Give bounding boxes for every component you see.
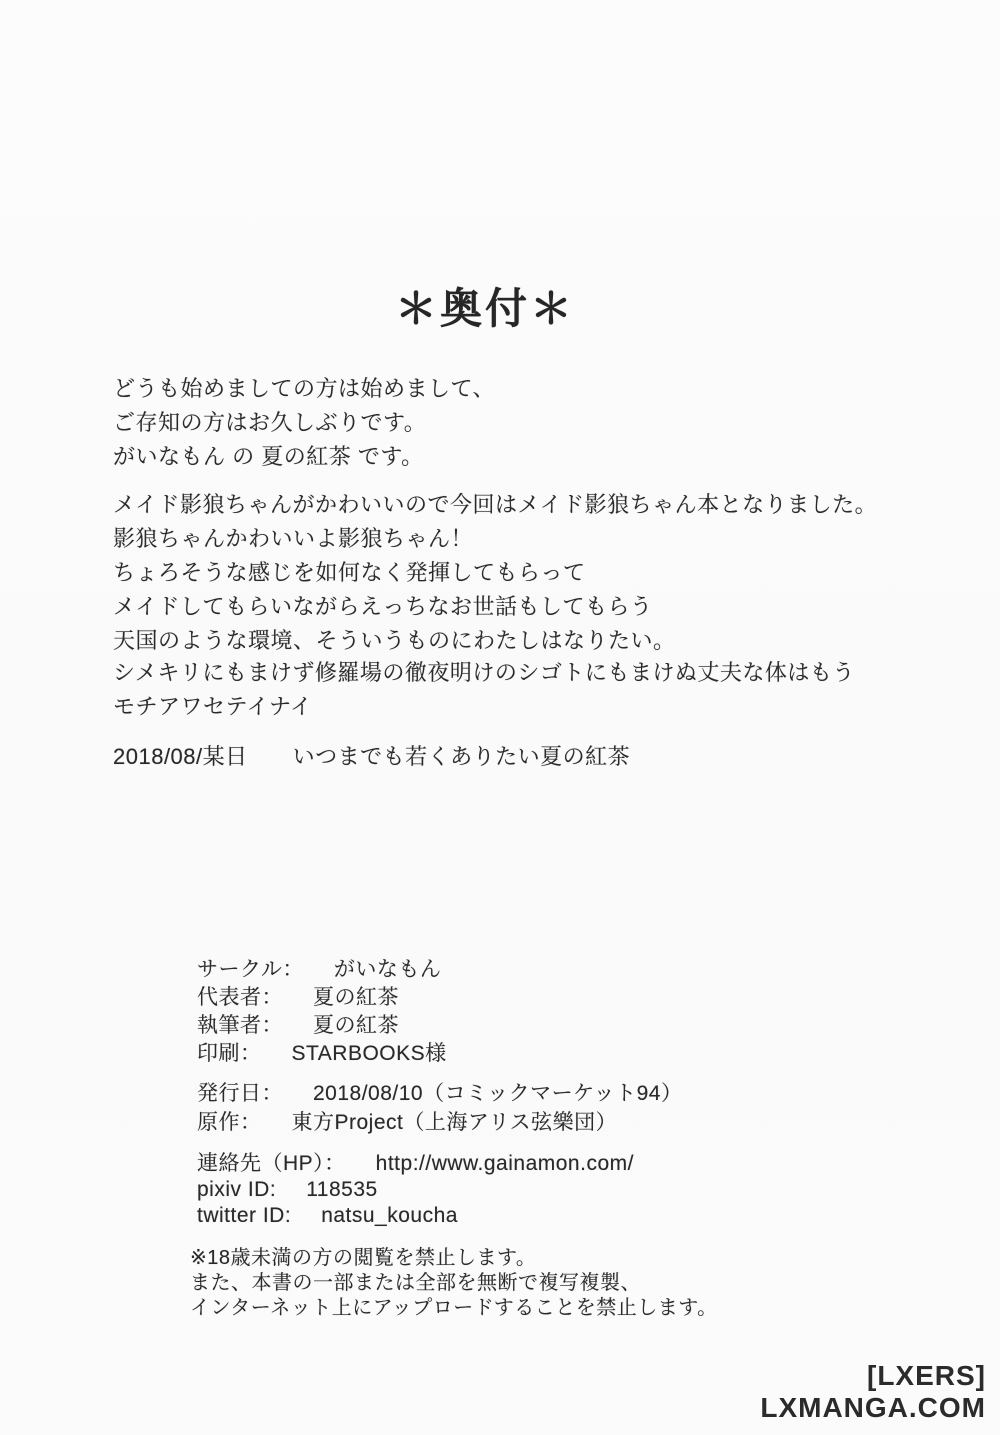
- contact-pixiv-id: 118535: [306, 1178, 378, 1201]
- credits-block: [197, 956, 447, 1068]
- publication-label: 発行日：: [197, 1082, 283, 1105]
- publication-row: [197, 1079, 683, 1108]
- credit-label: 印刷：: [197, 1042, 262, 1065]
- credit-row: [197, 956, 447, 984]
- contact-url: http://www.gainamon.com/: [375, 1152, 634, 1175]
- publication-value: 2018/08/10（コミックマーケット94）: [313, 1082, 683, 1105]
- credit-row: [197, 984, 447, 1012]
- credit-label: サークル：: [197, 958, 304, 981]
- contact-twitter-id: natsu_koucha: [321, 1204, 458, 1227]
- watermark: [760, 1360, 986, 1424]
- watermark-site-name: LXMANGA.COM: [760, 1392, 986, 1423]
- body-line: メイド影狼ちゃんがかわいいので今回はメイド影狼ちゃん本となりました。: [113, 492, 878, 517]
- credit-value: 夏の紅茶: [313, 1014, 399, 1037]
- greeting-line: ご存知の方はお久しぶりです。: [113, 410, 427, 435]
- greeting-paragraph: [113, 372, 495, 474]
- credit-label: 代表者：: [197, 986, 283, 1009]
- credit-value: 夏の紅茶: [313, 986, 399, 1009]
- credit-value: がいなもん: [333, 958, 442, 981]
- publication-value: 東方Project（上海アリス弦樂団）: [291, 1111, 618, 1134]
- publication-block: [197, 1079, 683, 1137]
- deadline-line: モチアワセテイナイ: [113, 694, 313, 719]
- signoff-line: 2018/08/某日 いつまでも若くありたい夏の紅茶: [113, 744, 631, 769]
- greeting-line: がいなもん の 夏の紅茶 です。: [113, 444, 424, 469]
- page-title: ＊奥付＊: [394, 285, 575, 332]
- greeting-line: どうも始めましての方は始めまして、: [113, 376, 496, 401]
- credit-label: 執筆者：: [197, 1014, 283, 1037]
- contact-row: [197, 1151, 634, 1177]
- deadline-paragraph: [113, 656, 855, 724]
- disclaimer-line: また、本書の一部または全部を無断で複写複製、: [190, 1272, 641, 1294]
- watermark-group-tag: [LXERS]: [867, 1360, 986, 1391]
- body-line: 天国のような環境、そういうものにわたしはなりたい。: [113, 628, 676, 653]
- contact-row: [197, 1177, 634, 1203]
- contact-block: [197, 1151, 634, 1229]
- contact-label: 連絡先（HP）：: [197, 1152, 346, 1175]
- body-line: 影狼ちゃんかわいいよ影狼ちゃん！: [113, 526, 474, 551]
- body-line: ちょろそうな感じを如何なく発揮してもらって: [113, 560, 586, 585]
- credit-value: STARBOOKS様: [291, 1042, 447, 1065]
- afterword-body-paragraph: [113, 488, 877, 658]
- disclaimer-line: インターネット上にアップロードすることを禁止します。: [190, 1297, 718, 1319]
- credit-row: [197, 1012, 447, 1040]
- publication-row: [197, 1108, 683, 1137]
- disclaimer-line: ※18歳未満の方の閲覧を禁止します。: [190, 1247, 537, 1269]
- disclaimer-block: [190, 1246, 718, 1321]
- contact-label: pixiv ID:: [197, 1178, 277, 1201]
- credit-row: [197, 1040, 447, 1068]
- publication-label: 原作：: [197, 1111, 262, 1134]
- contact-row: [197, 1203, 634, 1229]
- contact-label: twitter ID:: [197, 1204, 292, 1227]
- deadline-line: シメキリにもまけず修羅場の徹夜明けのシゴトにもまけぬ丈夫な体はもう: [113, 660, 855, 685]
- body-line: メイドしてもらいながらえっちなお世話もしてもらう: [113, 594, 653, 619]
